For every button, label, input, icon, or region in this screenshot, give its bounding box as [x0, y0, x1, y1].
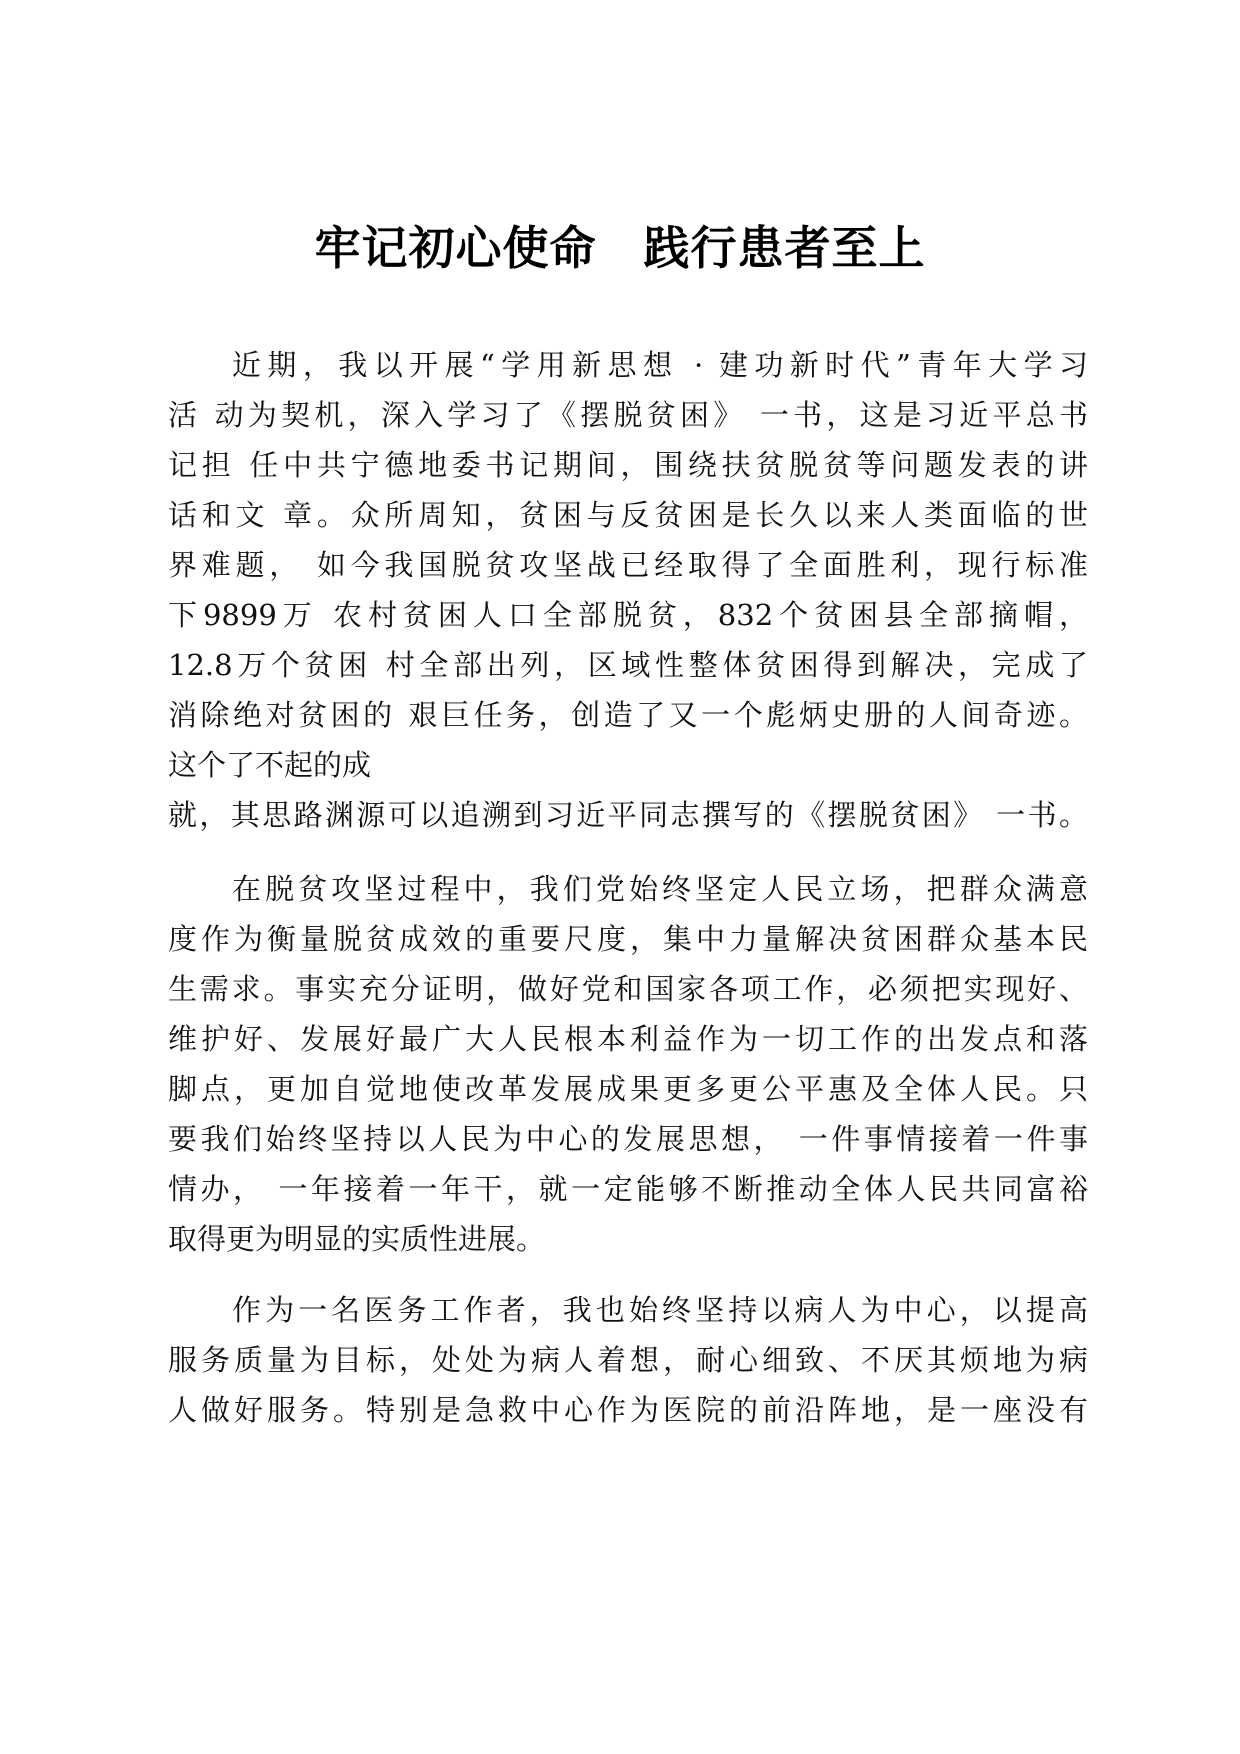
paragraph-line: 人做好服务。特别是急救中心作为医院的前沿阵地，是一座没有	[168, 1393, 1088, 1427]
paragraph-1	[168, 340, 1088, 840]
paragraph-line: 取得更为明显的实质性进展。	[168, 1222, 546, 1256]
paragraph-line: 在脱贫攻坚过程中，我们党始终坚定人民立场，把群众满意	[232, 872, 1088, 906]
paragraph-line: 下9899万 农村贫困人口全部脱贫，832个贫困县全部摘帽，	[168, 598, 1088, 632]
paragraph-line: 生需求。事实充分证明，做好党和国家各项工作，必须把实现好、	[168, 972, 1088, 1006]
paragraph-line: 维护好、发展好最广大人民根本利益作为一切工作的出发点和落	[168, 1022, 1088, 1056]
paragraph-line: 就，其思路渊源可以追溯到习近平同志撰写的《摆脱贫困》 一书。	[168, 798, 1088, 832]
document-body-part-3	[168, 1285, 1088, 1435]
paragraph-line: 作为一名医务工作者，我也始终坚持以病人为中心，以提高	[232, 1293, 1088, 1327]
paragraph-line: 要我们始终坚持以人民为中心的发展思想， 一件事情接着一件事	[168, 1122, 1088, 1156]
paragraph-line: 12.8万个贫困 村全部出列，区域性整体贫困得到解决，完成了	[168, 648, 1088, 682]
paragraph-line: 消除绝对贫困的 艰巨任务，创造了又一个彪炳史册的人间奇迹。	[168, 698, 1088, 732]
document-title: 牢记初心使命 践行患者至上	[314, 221, 926, 275]
paragraph-line: 话和文 章。众所周知，贫困与反贫困是长久以来人类面临的世	[168, 498, 1088, 532]
paragraph-line: 服务质量为目标，处处为病人着想，耐心细致、不厌其烦地为病	[168, 1343, 1088, 1377]
paragraph-line: 度作为衡量脱贫成效的重要尺度，集中力量解决贫困群众基本民	[168, 922, 1088, 956]
paragraph-line: 脚点，更加自觉地使改革发展成果更多更公平惠及全体人民。只	[168, 1072, 1088, 1106]
paragraph-line: 活 动为契机，深入学习了《摆脱贫困》 一书，这是习近平总书	[168, 398, 1088, 432]
paragraph-line: 界难题， 如今我国脱贫攻坚战已经取得了全面胜利，现行标准	[168, 548, 1088, 582]
paragraph-3	[168, 1285, 1088, 1435]
paragraph-2	[168, 864, 1088, 1264]
document-body	[168, 340, 1088, 840]
paragraph-line: 情办， 一年接着一年干，就一定能够不断推动全体人民共同富裕	[168, 1172, 1088, 1206]
document-body-part-2	[168, 864, 1088, 1264]
paragraph-line: 近期，我以开展“学用新思想 · 建功新时代”青年大学习	[232, 348, 1088, 382]
paragraph-line: 这个了不起的成	[168, 748, 372, 782]
paragraph-line: 记担 任中共宁德地委书记期间，围绕扶贫脱贫等问题发表的讲	[168, 448, 1088, 482]
